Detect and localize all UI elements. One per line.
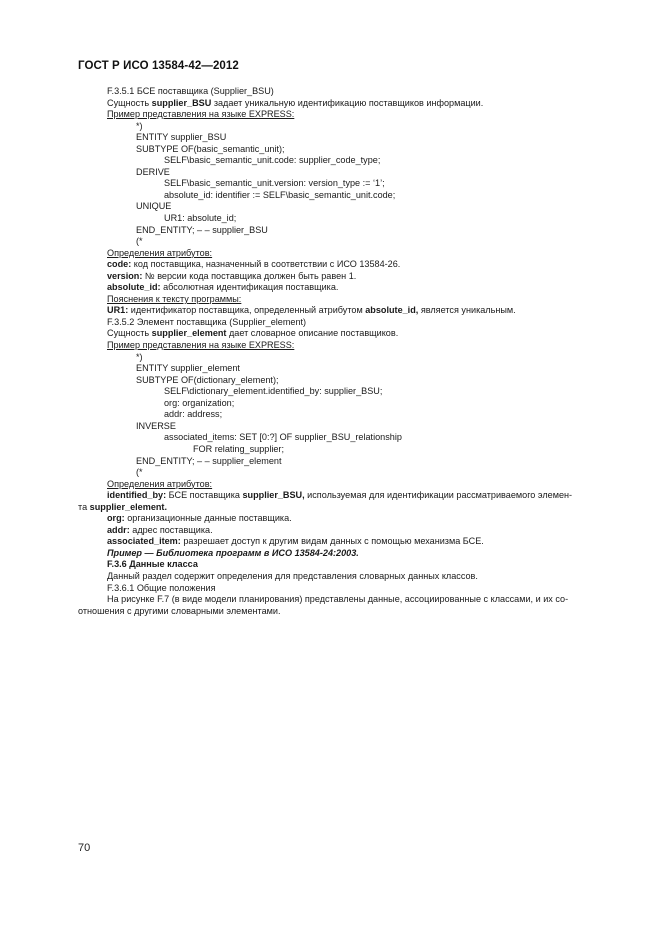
intro-text: дает словарное описание поставщиков. bbox=[226, 328, 399, 339]
section-f36-text: Данный раздел содержит определения для представления словарных данных классов. bbox=[107, 570, 478, 581]
section-heading-f351: F.3.5.1 БСЕ поставщика (Supplier_BSU) bbox=[107, 86, 274, 96]
attr-term: code: bbox=[107, 259, 132, 270]
attribute-definition bbox=[78, 271, 618, 283]
code-line: SELF\basic_semantic_unit.code: supplier_code_type; bbox=[164, 155, 381, 166]
attr-term: associated_item: bbox=[107, 536, 181, 547]
attr-text: адрес поставщика. bbox=[129, 524, 213, 535]
code-line: UR1: absolute_id; bbox=[164, 213, 237, 224]
code-line: *) bbox=[136, 351, 143, 362]
code-line: absolute_id: identifier := SELF\basic_semantic_unit.code; bbox=[164, 189, 396, 200]
attr-term: absolute_id: bbox=[107, 282, 161, 293]
code-line: SELF\dictionary_element.identified_by: supplier_BSU; bbox=[164, 386, 383, 397]
identified-by-definition-continued bbox=[78, 502, 618, 514]
code-line: UNIQUE bbox=[136, 201, 172, 212]
code-line: associated_items: SET [0:?] OF supplier_BSU_relationship bbox=[164, 432, 402, 443]
attr-term: version: bbox=[107, 270, 143, 281]
code-line: END_ENTITY; – – supplier_BSU bbox=[136, 224, 268, 235]
attr-text: код поставщика, назначенный в соответствии с ИСО 13584-26. bbox=[131, 259, 401, 270]
attr-text: используемая для идентификации рассматриваемого элемен- bbox=[304, 490, 573, 501]
express-example-label: Пример представления на языке EXPRESS: bbox=[107, 109, 295, 120]
attribute-definition bbox=[78, 536, 618, 548]
code-line: FOR relating_supplier; bbox=[193, 443, 284, 454]
section-f361-text-line2: отношения с другими словарными элементами. bbox=[78, 605, 281, 616]
section-heading-f352: F.3.5.2 Элемент поставщика (Supplier_element) bbox=[107, 316, 307, 327]
code-line: END_ENTITY; – – supplier_element bbox=[136, 455, 282, 466]
code-line: (* bbox=[136, 467, 143, 478]
page-number: 70 bbox=[78, 842, 91, 854]
express-code-block-supplier-element bbox=[78, 352, 618, 479]
code-line: ENTITY supplier_element bbox=[136, 363, 240, 374]
attribute-definition bbox=[78, 282, 618, 294]
code-line: (* bbox=[136, 236, 143, 247]
intro-text: Сущность bbox=[107, 328, 152, 339]
attribute-definitions-label: Определения атрибутов: bbox=[107, 247, 213, 258]
code-line: *) bbox=[136, 120, 143, 131]
note-term: absolute_id, bbox=[365, 305, 419, 316]
section-heading-f361: F.3.6.1 Общие положения bbox=[107, 582, 216, 593]
intro-text: задает уникальную идентификацию поставщиков информации. bbox=[211, 97, 484, 108]
note-term: UR1: bbox=[107, 305, 129, 316]
program-notes-label: Пояснения к тексту программы: bbox=[107, 293, 242, 304]
section-heading-f36: F.3.6 Данные класса bbox=[107, 559, 198, 570]
supplier-element-intro bbox=[78, 328, 618, 340]
note-text: идентификатор поставщика, определенный атрибутом bbox=[128, 305, 366, 316]
intro-text: Сущность bbox=[107, 97, 152, 108]
note-text: является уникальным. bbox=[418, 305, 516, 316]
document-body bbox=[78, 86, 618, 617]
code-line: DERIVE bbox=[136, 166, 170, 177]
intro-term: supplier_BSU bbox=[151, 97, 212, 108]
attr-text: № версии кода поставщика должен быть равен 1. bbox=[142, 270, 357, 281]
supplier-bsu-intro bbox=[78, 98, 618, 110]
attribute-definition bbox=[78, 513, 618, 525]
code-line: SUBTYPE OF(dictionary_element); bbox=[136, 374, 279, 385]
code-line: SELF\basic_semantic_unit.version: version_type := ‘1’; bbox=[164, 178, 385, 189]
attribute-definitions-list bbox=[78, 513, 618, 548]
document-header: ГОСТ Р ИСО 13584-42—2012 bbox=[78, 60, 239, 72]
attribute-definition bbox=[78, 259, 618, 271]
express-code-block-supplier-bsu bbox=[78, 121, 618, 248]
attr-term: org: bbox=[107, 513, 125, 524]
attr-text: та bbox=[78, 501, 90, 512]
attr-term: identified_by: bbox=[107, 490, 167, 501]
attr-term: supplier_element. bbox=[89, 501, 167, 512]
attr-text: абсолютная идентификация поставщика. bbox=[160, 282, 339, 293]
attr-term: supplier_BSU, bbox=[242, 490, 305, 501]
code-line: org: organization; bbox=[164, 397, 235, 408]
code-line: addr: address; bbox=[164, 409, 223, 420]
express-example-label: Пример представления на языке EXPRESS: bbox=[107, 340, 295, 351]
section-f361-text-line1: На рисунке F.7 (в виде модели планирования) представлены данные, ассоциированные с классами, и их со- bbox=[107, 594, 569, 605]
code-line: INVERSE bbox=[136, 420, 176, 431]
attr-term: addr: bbox=[107, 524, 130, 535]
attr-text: организационные данные поставщика. bbox=[124, 513, 292, 524]
code-line: SUBTYPE OF(basic_semantic_unit); bbox=[136, 143, 285, 154]
code-line: ENTITY supplier_BSU bbox=[136, 132, 227, 143]
attr-text: разрешает доступ к другим видам данных с помощью механизма БСЕ. bbox=[180, 536, 484, 547]
identified-by-definition bbox=[78, 490, 618, 502]
attribute-definitions-list bbox=[78, 259, 618, 294]
attribute-definitions-label: Определения атрибутов: bbox=[107, 478, 213, 489]
ur1-note bbox=[78, 305, 618, 317]
attr-text: БСЕ поставщика bbox=[166, 490, 243, 501]
attribute-definition bbox=[78, 525, 618, 537]
intro-term: supplier_element bbox=[151, 328, 227, 339]
example-reference: Пример — Библиотека программ в ИСО 13584-24:2003. bbox=[107, 547, 359, 558]
